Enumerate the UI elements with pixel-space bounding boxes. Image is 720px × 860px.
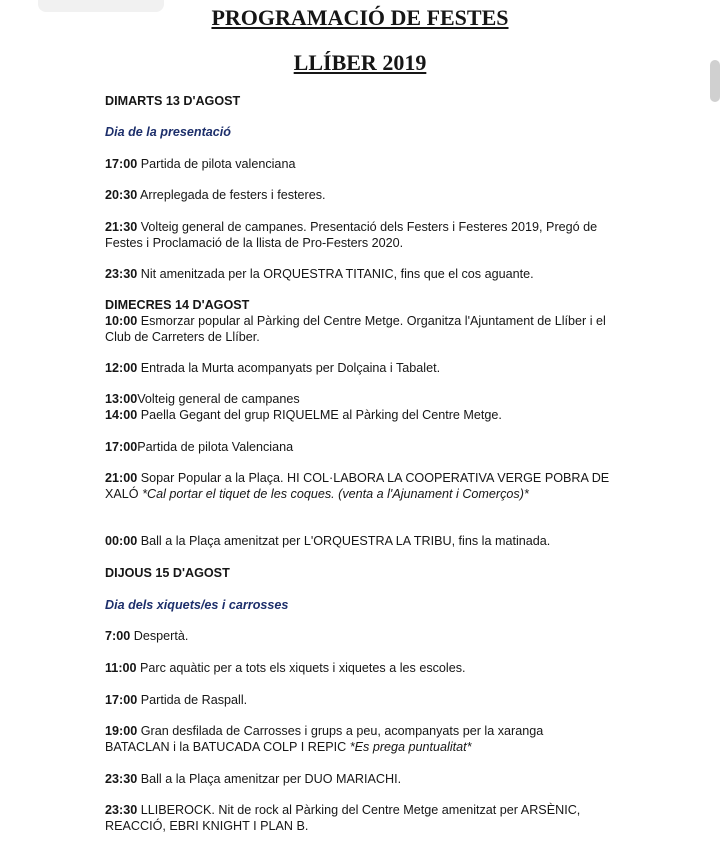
event-text: Volteig general de campanes [137,392,300,406]
event-item [105,391,610,407]
event-text: Ball a la Plaça amenitzat per L'ORQUESTRA LA TRIBU, fins la matinada. [137,534,551,548]
event-text: Arreplegada de festers i festeres. [137,188,326,202]
event-time: 23:30 [105,267,138,281]
event-item [105,219,610,251]
event-text: Partida de pilota valenciana [137,157,296,171]
event-item [105,439,610,455]
day-subtitle: Dia dels xiquets/es i carrosses [105,598,289,612]
day-heading: DIJOUS 15 D'AGOST [105,566,230,580]
event-time: 14:00 [105,408,138,422]
event-time: 11:00 [105,661,137,675]
event-text: Esmorzar popular al Pàrking del Centre Metge. Organitza l'Ajuntament de Llíber i el Club de Carreters de Llíber. [105,314,606,344]
event-text: LLIBEROCK. Nit de rock al Pàrking del Centre Metge amenitzat per ARSÈNIC, REACCIÓ, EBRI KNIGHT I PLAN B. [105,803,581,833]
event-text: Nit amenitzada per la ORQUESTRA TITANIC, fins que el cos aguante. [137,267,534,281]
event-time: 7:00 [105,629,131,643]
event-time: 21:30 [105,220,138,234]
event-time: 12:00 [105,361,138,375]
day-heading: DIMECRES 14 D'AGOST [105,298,250,312]
event-time: 19:00 [105,724,138,738]
event-time: 13:00 [105,392,138,406]
event-item [105,360,610,376]
event-item [105,802,610,834]
event-text: Sopar Popular a la Plaça. HI COL·LABORA LA COOPERATIVA VERGE POBRA DE XALÓ [105,471,610,501]
event-item [105,628,610,644]
page-title: PROGRAMACIÓ DE FESTES [211,5,509,30]
event-item [105,313,610,345]
event-time: 00:00 [105,534,138,548]
event-item [105,692,610,708]
event-time: 23:30 [105,803,138,817]
event-time: 23:30 [105,772,138,786]
event-time: 21:00 [105,471,138,485]
event-note: *Es prega puntualitat* [349,740,472,754]
event-text: Ball a la Plaça amenitzar per DUO MARIACHI. [137,772,402,786]
event-text: Volteig general de campanes. Presentació dels Festers i Festeres 2019, Pregó de Festes i Proclamació de la llista de Pro-Festers 2020. [105,220,598,250]
event-text: Parc aquàtic per a tots els xiquets i xiquetes a les escoles. [136,661,466,675]
event-item [105,187,610,203]
event-text: Gran desfilada de Carrosses i grups a peu, acompanyats per la xaranga BATACLAN i la BATUCADA COLP I REPIC [105,724,544,754]
event-item [105,533,610,549]
event-item [105,771,610,787]
event-text: Partida de Raspall. [137,693,248,707]
day-heading: DIMARTS 13 D'AGOST [105,94,241,108]
event-text: Entrada la Murta acompanyats per Dolçaina i Tabalet. [137,361,441,375]
event-text: Paella Gegant del grup RIQUELME al Pàrking del Centre Metge. [137,408,502,422]
event-note: *Cal portar el tiquet de les coques. (venta a l'Ajunament i Comerços)* [142,487,529,501]
event-time: 17:00 [105,157,138,171]
event-item [105,660,610,676]
page-subtitle: LLÍBER 2019 [293,50,427,75]
event-text: Despertà. [130,629,189,643]
event-time: 20:30 [105,188,138,202]
event-item [105,470,610,502]
day-subtitle: Dia de la presentació [105,125,231,139]
event-time: 10:00 [105,314,138,328]
event-item [105,407,610,423]
event-time: 17:00 [105,693,138,707]
event-item [105,723,610,755]
event-item [105,266,610,282]
event-item [105,156,610,172]
event-text: Partida de pilota Valenciana [137,440,294,454]
event-time: 17:00 [105,440,138,454]
